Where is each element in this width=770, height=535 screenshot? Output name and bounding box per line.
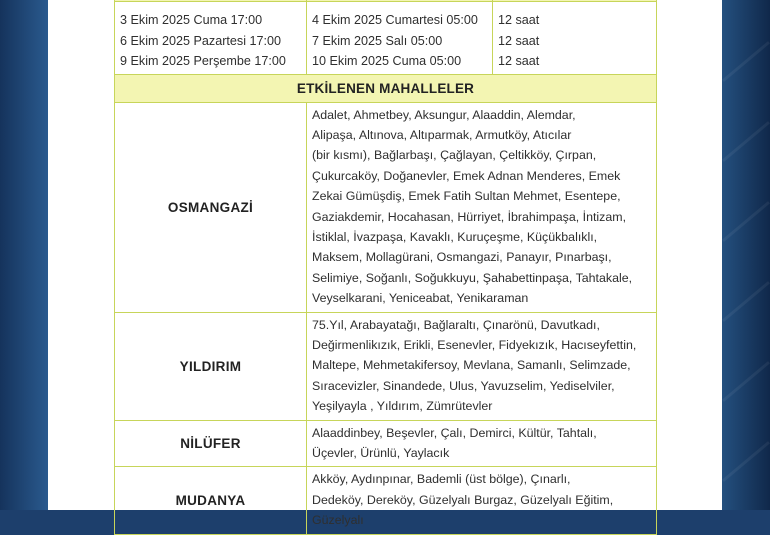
neighborhood-line: Güzelyalı: [312, 513, 364, 528]
district-name: MUDANYA: [115, 467, 307, 534]
district-row-osmangazi: [115, 102, 657, 312]
district-row-yildirim: [115, 312, 657, 420]
neighborhood-line: Alipaşa, Altınova, Altıparmak, Armutköy, Atıcılar: [312, 127, 572, 142]
schedule-rows: [115, 2, 657, 75]
neighborhood-line: Üçevler, Ürünlü, Yaylacık: [312, 446, 450, 460]
end-time: 10 Ekim 2025 Cuma 05:00: [312, 54, 462, 68]
neighborhood-line: Zekai Gümüşdiş, Emek Fatih Sultan Mehmet, Esentepe,: [312, 189, 621, 204]
outage-table: [114, 0, 657, 535]
neighborhood-line: Adalet, Ahmetbey, Aksungur, Alaaddin, Alemdar,: [312, 107, 576, 122]
neighborhood-line: Akköy, Aydınpınar, Bademli (üst bölge), Çınarlı,: [312, 472, 571, 487]
neighborhood-line: Yeşilyayla , Yıldırım, Zümrütevler: [312, 399, 493, 414]
neighborhood-line: Alaaddinbey, Beşevler, Çalı, Demirci, Kültür, Tahtalı,: [312, 425, 597, 440]
end-time: 7 Ekim 2025 Salı 05:00: [312, 33, 443, 48]
neighborhood-line: Maksem, Mollagürani, Osmangazi, Panayır, Pınarbaşı,: [312, 250, 612, 265]
neighborhood-list: [307, 420, 657, 467]
neighborhood-list: [307, 312, 657, 420]
district-row-mudanya: [115, 467, 657, 534]
end-time: 4 Ekim 2025 Cumartesi 05:00: [312, 13, 478, 27]
duration: 12 saat: [498, 54, 540, 68]
district-name: YILDIRIM: [115, 312, 307, 420]
durations: [493, 2, 657, 75]
neighborhood-line: Selimiye, Soğanlı, Soğukkuyu, Şahabettinpaşa, Tahtakale,: [312, 270, 633, 285]
end-times: [307, 2, 493, 75]
background-right-panel: [722, 0, 770, 510]
neighborhood-line: Sıracevizler, Sinandede, Ulus, Yavuzselim, Yediselviler,: [312, 378, 615, 393]
start-time: 9 Ekim 2025 Perşembe 17:00: [120, 54, 286, 68]
neighborhood-line: (bir kısmı), Bağlarbaşı, Çağlayan, Çeltikköy, Çırpan,: [312, 148, 597, 163]
start-times: [115, 2, 307, 75]
district-name: NİLÜFER: [115, 420, 307, 467]
district-name: OSMANGAZİ: [115, 102, 307, 312]
duration: 12 saat: [498, 33, 540, 48]
neighborhood-list: [307, 102, 657, 312]
district-row-nilufer: [115, 420, 657, 467]
neighborhood-line: Gaziakdemir, Hocahasan, Hürriyet, İbrahimpaşa, İntizam,: [312, 209, 627, 224]
document-page: [48, 0, 722, 528]
neighborhood-list: [307, 467, 657, 534]
start-time: 3 Ekim 2025 Cuma 17:00: [120, 13, 263, 27]
background-left-panel: [0, 0, 48, 510]
neighborhood-line: 75.Yıl, Arabayatağı, Bağlaraltı, Çınarönü, Davutkadı,: [312, 317, 600, 332]
neighborhood-line: Maltepe, Mehmetakifersoy, Mevlana, Samanlı, Selimzade,: [312, 358, 631, 373]
duration: 12 saat: [498, 13, 540, 27]
neighborhood-line: Veyselkarani, Yeniceabat, Yenikaraman: [312, 291, 529, 306]
neighborhood-line: Dedeköy, Dereköy, Güzelyalı Burgaz, Güzelyalı Eğitim,: [312, 492, 614, 507]
neighborhood-line: İstiklal, İvazpaşa, Kavaklı, Kuruçeşme, Küçükbalıklı,: [312, 229, 598, 244]
neighborhood-line: Değirmenlikızık, Erikli, Esenevler, Fidyekızık, Hacıseyfettin,: [312, 337, 637, 352]
affected-neighborhoods-header: ETKİLENEN MAHALLELER: [115, 74, 657, 102]
start-time: 6 Ekim 2025 Pazartesi 17:00: [120, 33, 282, 48]
neighborhood-line: Çukurcaköy, Doğanevler, Emek Adnan Menderes, Emek: [312, 168, 621, 183]
